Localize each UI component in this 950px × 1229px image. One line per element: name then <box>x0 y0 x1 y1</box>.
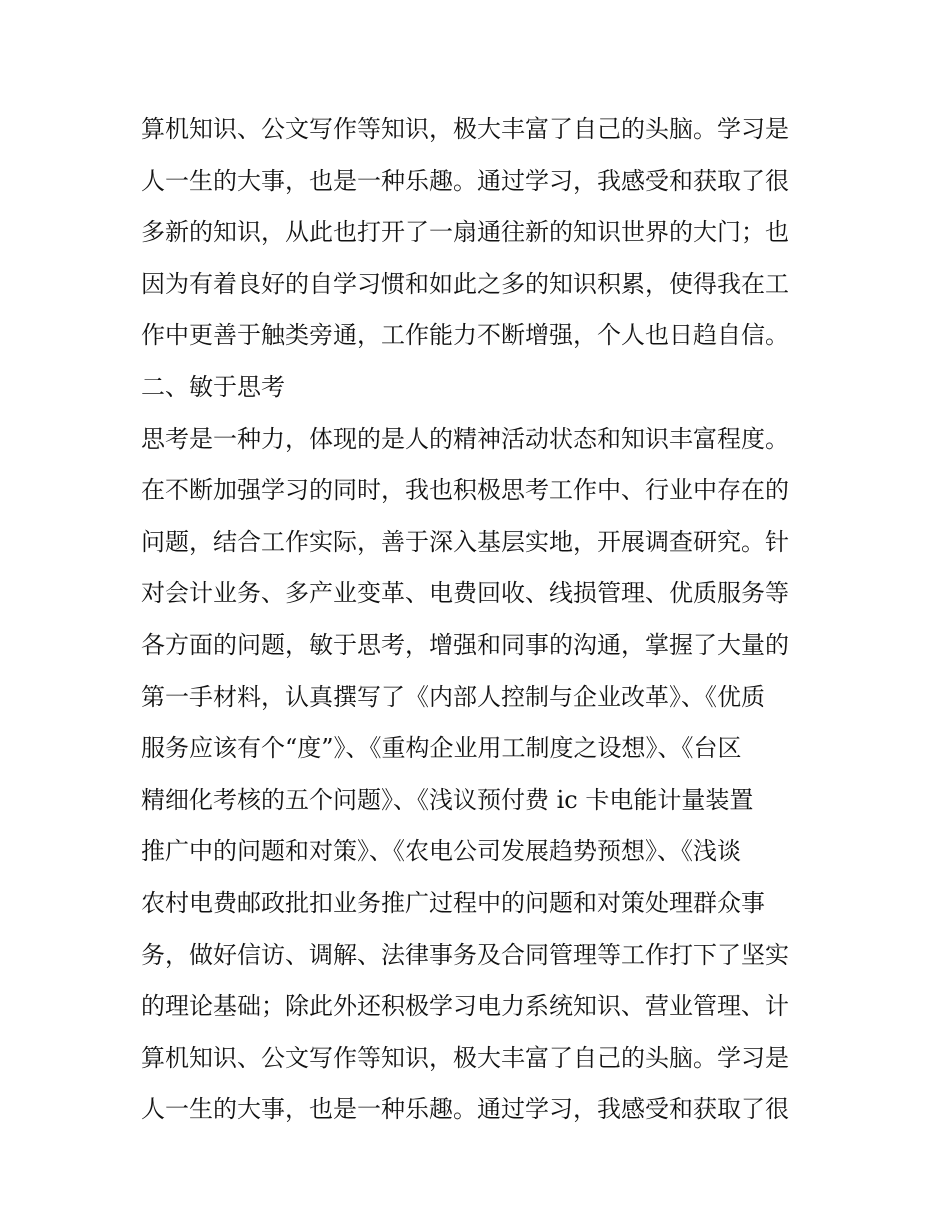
text-line: 的理论基础；除此外还积极学习电力系统知识、营业管理、计 <box>141 992 789 1021</box>
text-line: 因为有着良好的自学习惯和如此之多的知识积累，使得我在工 <box>141 269 789 298</box>
text-line: 问题，结合工作实际，善于深入基层实地，开展调查研究。针 <box>141 527 789 556</box>
text-line: 农村电费邮政批扣业务推广过程中的问题和对策处理群众事 <box>141 888 765 917</box>
text-line: 思考是一种力，体现的是人的精神活动状态和知识丰富程度。 <box>141 424 789 453</box>
section-heading: 二、敏于思考 <box>141 372 285 401</box>
text-line: 算机知识、公文写作等知识，极大丰富了自己的头脑。学习是 <box>141 1043 789 1072</box>
text-line: 精细化考核的五个问题》、《浅议预付费 ic 卡电能计量装置 <box>141 785 754 814</box>
text-line: 务，做好信访、调解、法律事务及合同管理等工作打下了坚实 <box>141 940 789 969</box>
text-line: 各方面的问题，敏于思考，增强和同事的沟通，掌握了大量的 <box>141 630 789 659</box>
text-line: 人一生的大事，也是一种乐趣。通过学习，我感受和获取了很 <box>141 1095 789 1124</box>
text-line: 多新的知识，从此也打开了一扇通往新的知识世界的大门；也 <box>141 218 789 247</box>
text-line: 作中更善于触类旁通，工作能力不断增强，个人也日趋自信。 <box>141 321 789 350</box>
text-line: 第一手材料，认真撰写了《内部人控制与企业改革》、《优质 <box>141 682 765 711</box>
text-line: 对会计业务、多产业变革、电费回收、线损管理、优质服务等 <box>141 579 789 608</box>
text-line: 算机知识、公文写作等知识，极大丰富了自己的头脑。学习是 <box>141 115 789 143</box>
text-line: 在不断加强学习的同时，我也积极思考工作中、行业中存在的 <box>141 476 789 505</box>
text-line: 人一生的大事，也是一种乐趣。通过学习，我感受和获取了很 <box>141 166 789 195</box>
text-line: 推广中的问题和对策》、《农电公司发展趋势预想》、《浅谈 <box>141 837 741 866</box>
body-text <box>141 104 821 1136</box>
text-line: 服务应该有个“度”》、《重构企业用工制度之设想》、《台区 <box>141 734 742 763</box>
